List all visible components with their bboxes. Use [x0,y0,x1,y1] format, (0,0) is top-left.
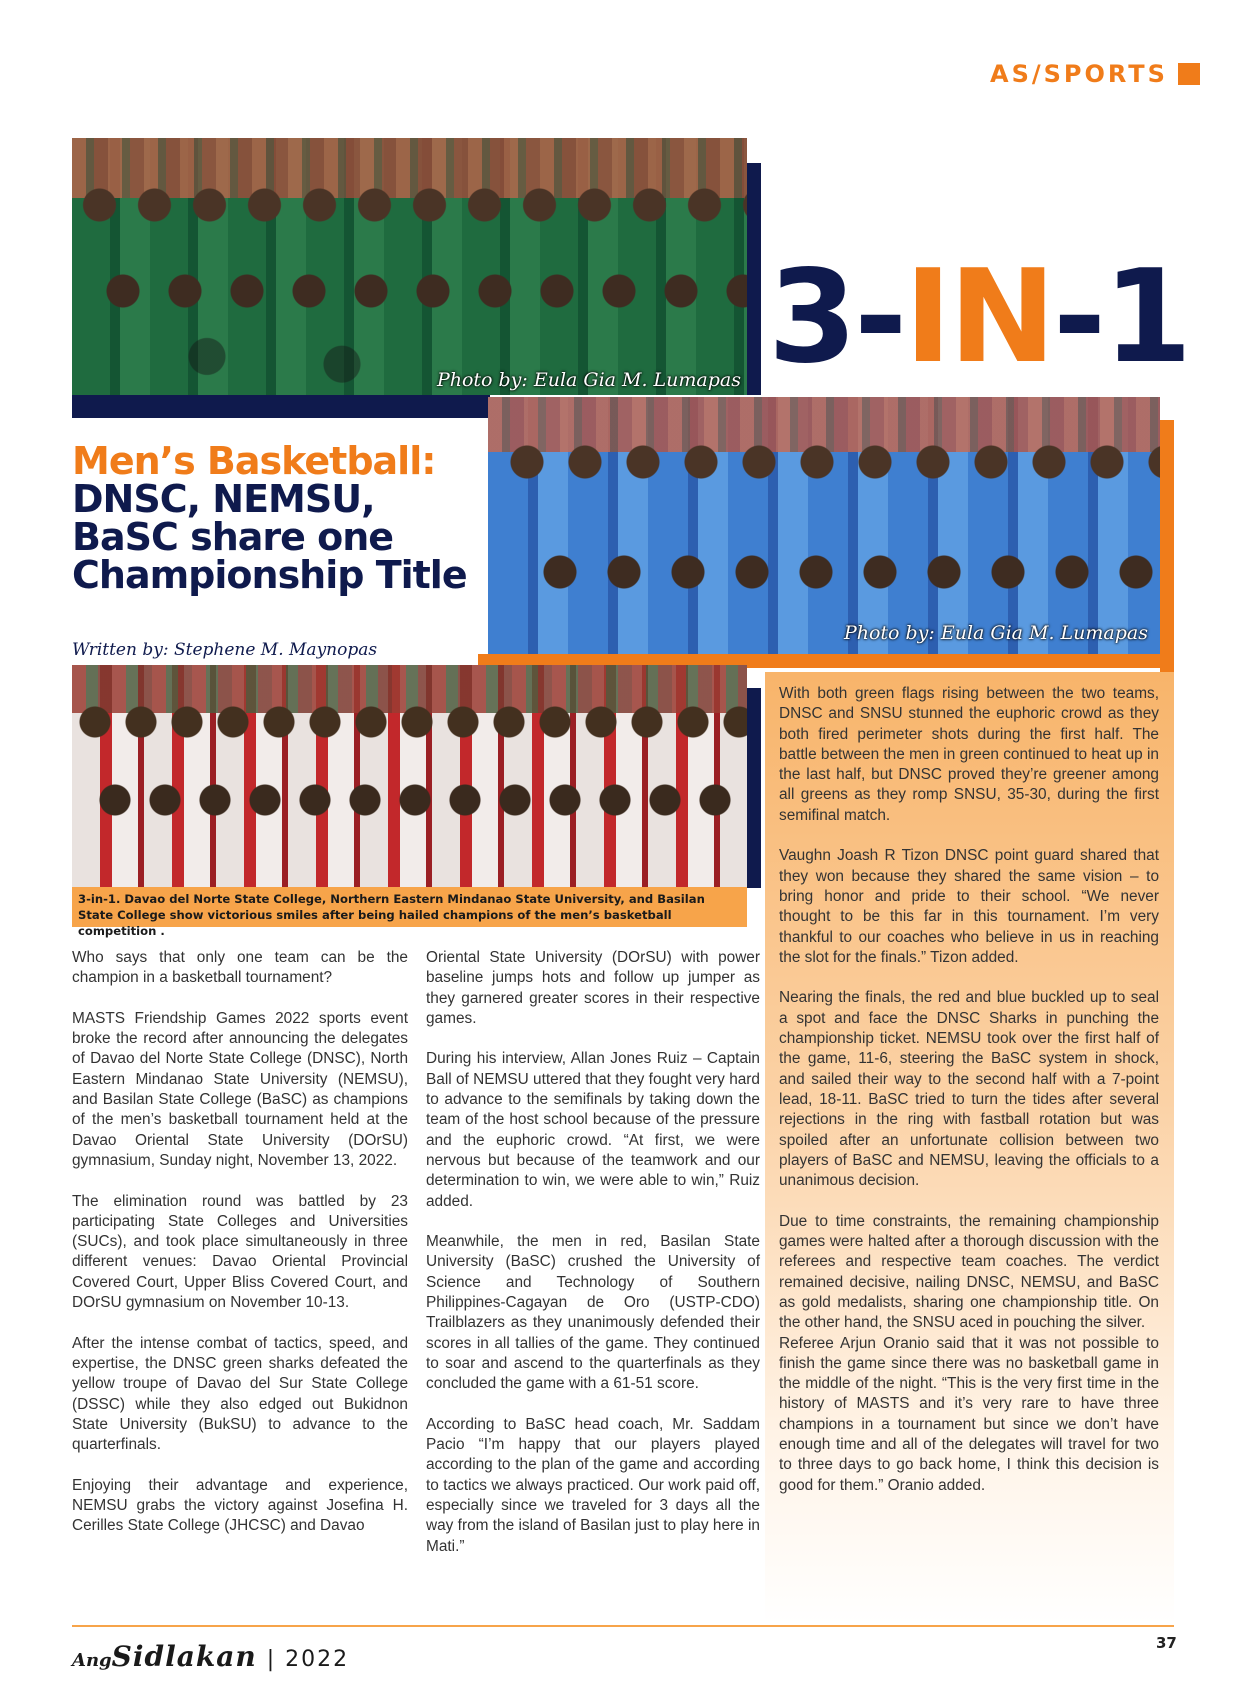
brand-ang: Ang [72,1650,112,1671]
section-tag-label: AS/SPORTS [990,60,1168,88]
headline [72,439,472,597]
photo-dnsc-team [72,138,747,395]
paragraph: The elimination round was battled by 23 participating State Colleges and Universities (SUCs), and took place simultaneously in three different venues: Davao Oriental Provincial Covered Court, Upper Bliss Covered Court, and DOrSU gymnasium on November 10-13. [72,1192,408,1312]
paragraph: Meanwhile, the men in red, Basilan State University (BaSC) crushed the University of Science and Technology of Southern Philippines-Cagayan de Oro (USTP-CDO) Trailblazers as they unanimously defended their scores in all tallies of the game. They continued to soar and ascend to the quarterfinals as they concluded the game with a 61-51 score. [426,1233,760,1393]
decor-navy-bar [747,688,761,888]
photo-caption: 3-in-1. Davao del Norte State College, Northern Eastern Mindanao State University, and Basilan State College show victorious smiles after being hailed champions of the men’s basketball competition . [72,887,747,927]
headline-line2: DNSC, NEMSU, BaSC share one Championship Title [72,477,467,597]
footer-brand [72,1640,349,1673]
photo-credit-middle: Photo by: Eula Gia M. Lumapas [843,622,1148,644]
big-title-part3: -1 [1052,243,1190,392]
footer-year: | 2022 [266,1647,350,1672]
big-title-part1: 3- [768,243,905,392]
paragraph: Enjoying their advantage and experience, NEMSU grabs the victory against Josefina H. Cerilles State College (JHCSC) and Davao [72,1476,408,1535]
paragraph: Due to time constraints, the remaining championship games were halted after a thorough discussion with the referees and respective team coaches. The verdict remained decisive, nailing DNSC, NEMSU, and BaSC as gold medalists, sharing one championship title. On the other hand, the SNSU aced in pouching the silver. [779,1212,1159,1332]
paragraph: After the intense combat of tactics, speed, and expertise, the DNSC green sharks defeated the yellow troupe of Davao del Sur State College (DSSC) while they also edged out Bukidnon State University (BukSU) to advance to the quarterfinals. [72,1334,408,1454]
big-title-part2: IN [904,243,1053,392]
byline: Written by: Stephene M. Maynopas [72,640,378,660]
decor-navy-bar [72,395,490,418]
decor-navy-bar [747,163,761,395]
paragraph: According to BaSC head coach, Mr. Saddam Pacio “I’m happy that our players played according to the plan of the game and according to tactics we always practiced. Our work paid off, especially since we traveled for 3 days all the way from the island of Basilan just to play here in Mati.” [426,1415,760,1555]
paragraph: With both green flags rising between the two teams, DNSC and SNSU stunned the euphoric crowd as they both fired perimeter shots during the first half. The battle between the men in green continued to heat up in the last half, but DNSC proved they’re greener among all greens as they romp SNSU, 35-30, during the first semifinal match. [779,685,1159,824]
photo-nemsu-team [488,397,1160,654]
paragraph: Who says that only one team can be the champion in a basketball tournament? [72,949,408,987]
footer-divider [72,1625,1174,1627]
photo-credit-top: Photo by: Eula Gia M. Lumapas [436,369,741,391]
square-icon [1178,63,1200,85]
paragraph: MASTS Friendship Games 2022 sports event broke the record after announcing the delegates of Davao del Norte State College (DNSC), North Eastern Mindanao State University (NEMSU), and Basilan State College (BaSC) as champions of the men’s basketball tournament held at the Davao Oriental State University (DOrSU) gymnasium, Sunday night, November 13, 2022. [72,1009,408,1169]
page-number: 37 [1156,1634,1177,1652]
article-column-2 [426,948,760,1557]
photo-basc-team [72,665,747,887]
brand-name: Sidlakan [111,1640,257,1673]
headline-line1: Men’s Basketball: [72,439,436,483]
paragraph: Vaughn Joash R Tizon DNSC point guard shared that they won because they shared the same vision – to bring honor and pride to their school. “We never thought to be this far in this tournament. I’m very thankful to our coaches who believe in us in reaching the slot for the finals.” Tizon added. [779,847,1159,966]
paragraph: Oriental State University (DOrSU) with power baseline jumps hots and follow up jumper as they garnered greater scores in their respective games. [426,949,760,1027]
paragraph: During his interview, Allan Jones Ruiz – Captain Ball of NEMSU uttered that they fought very hard to advance to the semifinals by taking down the team of the host school because of the pressure and the euphoric crowd. “At first, we were nervous but because of the teamwork and our determination to win, we were able to win,” Ruiz added. [426,1050,760,1210]
decor-orange-bar [1160,420,1174,672]
article-column-1 [72,948,408,1537]
section-tag [990,60,1200,88]
article-column-3 [779,684,1159,1496]
big-title [768,243,1190,392]
paragraph: Nearing the finals, the red and blue buckled up to seal a spot and face the DNSC Sharks in punching the championship ticket. NEMSU took over the first half of the game, 11-6, steering the BaSC system in shock, and sailed their way to the second half with a 7-point lead, 18-11. BaSC tried to turn the tides after several rejections in the ring with fastball rotation but was spoiled after an unfortunate collision between two players of BaSC and NEMSU, leaving the officials to a unanimous decision. [779,989,1159,1190]
paragraph: Referee Arjun Oranio said that it was not possible to finish the game since there was no basketball game in the middle of the night. “This is the very first time in the history of MASTS and it’s very rare to have three champions in a tournament but since we don’t have enough time and all of the delegates will travel for two to three days to go back home, I think this decision is good for them.” Oranio added. [779,1334,1159,1494]
